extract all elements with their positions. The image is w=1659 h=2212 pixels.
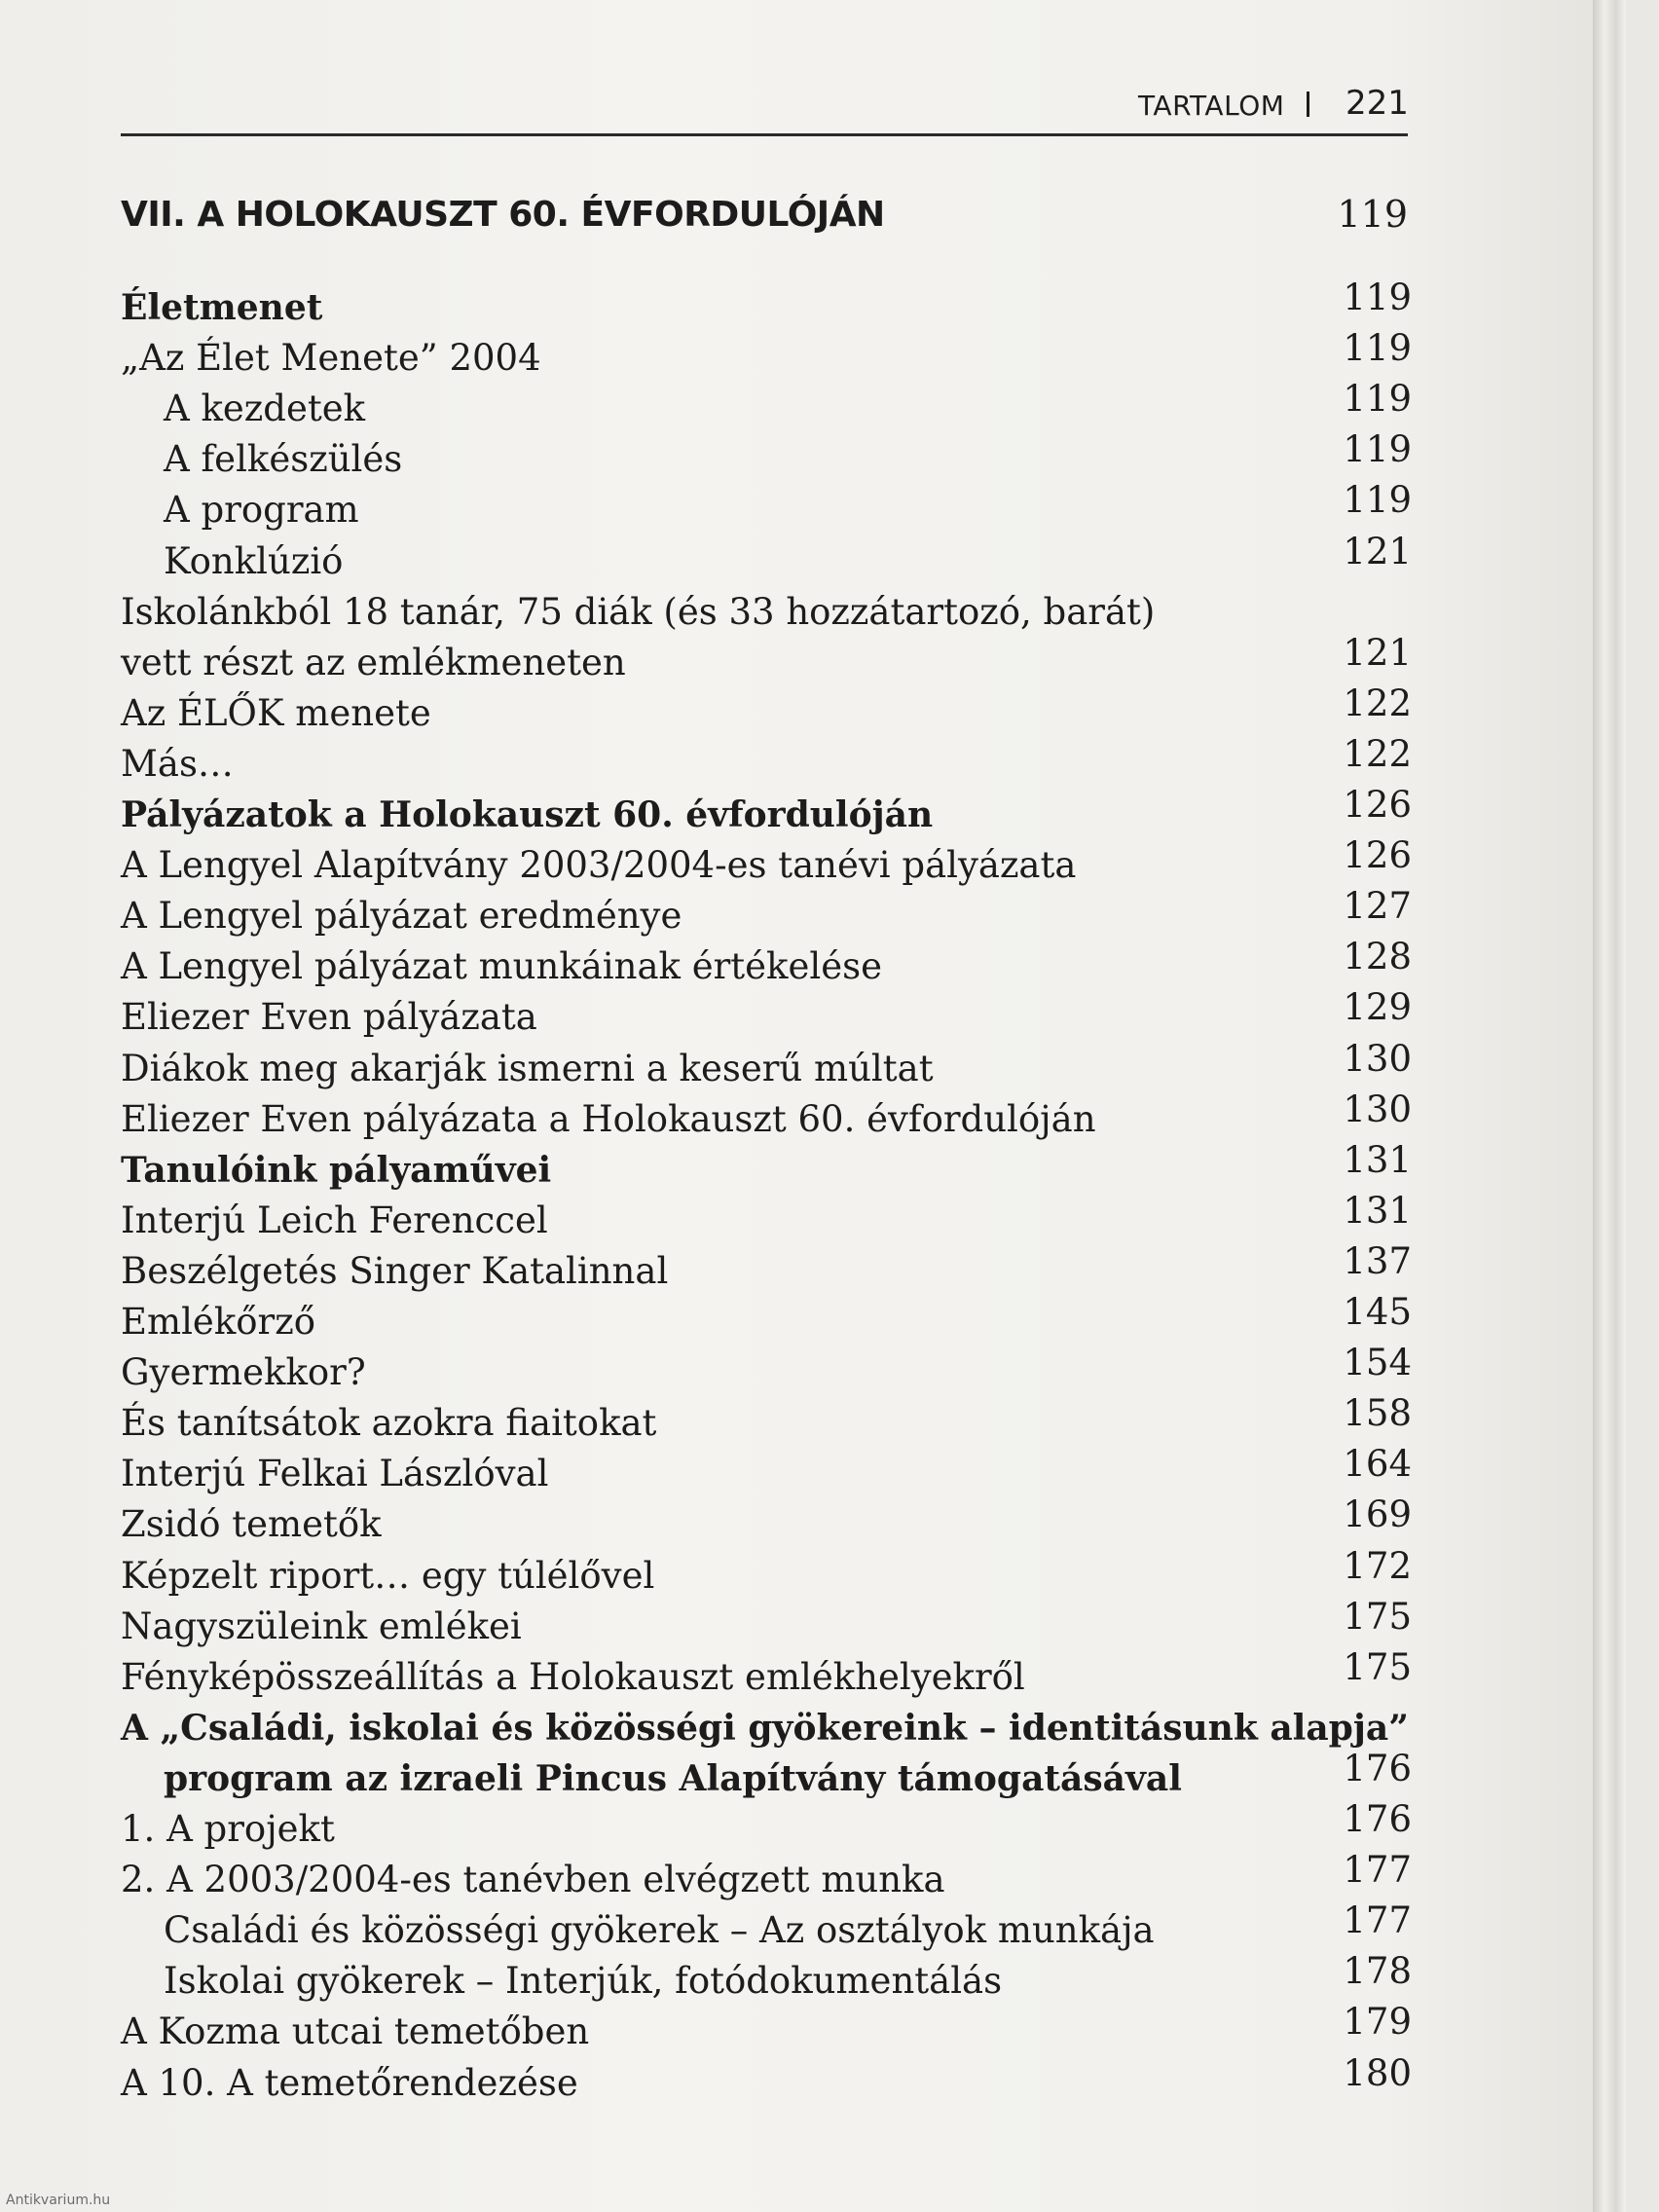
- toc-entry: [121, 1189, 1412, 1246]
- toc-entry: [121, 1849, 1412, 1905]
- toc-entry-page: 130: [1343, 1088, 1412, 1130]
- toc-entry-title: program az izraeli Pincus Alapítvány támogatásával: [164, 1757, 1182, 1799]
- toc-entry-title: Iskolánkból 18 tanár, 75 diák (és 33 hozzátartozó, barát): [121, 590, 1156, 633]
- toc-entry: [121, 276, 1412, 333]
- toc-entry-title: Gyermekkor?: [121, 1351, 366, 1394]
- toc-entry: [121, 428, 1412, 485]
- toc-entry: [121, 327, 1412, 384]
- toc-entry-title: 1. A projekt: [121, 1808, 335, 1850]
- toc-entry: [121, 1088, 1412, 1145]
- toc-entry: [121, 1392, 1412, 1449]
- toc-entry-title: Eliezer Even pályázata: [121, 996, 537, 1039]
- toc-entry: [121, 2051, 1412, 2109]
- toc-entry-title: A program: [164, 489, 359, 532]
- toc-entry: [121, 530, 1412, 587]
- toc-entry-page: 121: [1343, 631, 1412, 674]
- toc-entry-title: A felkészülés: [164, 438, 403, 481]
- toc-entry-page: 119: [1343, 276, 1412, 318]
- toc-entry: [121, 885, 1412, 941]
- chapter-title: VII. A HOLOKAUSZT 60. ÉVFORDULÓJÁN: [121, 195, 885, 235]
- toc-entry-title: Nagyszüleink emlékei: [121, 1604, 522, 1647]
- toc-entry: [121, 682, 1412, 739]
- toc-entry: [121, 1747, 1412, 1804]
- toc-entry-title: Diákok meg akarják ismerni a keserű múltat: [121, 1047, 934, 1089]
- toc-entry-title: Az ÉLŐK menete: [121, 691, 431, 734]
- chapter-page: 119: [1337, 193, 1408, 236]
- toc-entry-title: Zsidó temetők: [121, 1503, 382, 1546]
- toc-entry: [121, 1138, 1412, 1196]
- toc-entry-title: Családi és közösségi gyökerek – Az osztályok munkája: [164, 1909, 1155, 1952]
- toc-entry-title: Emlékőrző: [121, 1301, 315, 1343]
- toc-entry: [121, 1703, 1412, 1753]
- toc-entry-title: Beszélgetés Singer Katalinnal: [121, 1249, 669, 1292]
- toc-entry: [121, 1493, 1412, 1550]
- toc-entry: [121, 834, 1412, 891]
- toc-entry-title: „Az Élet Menete” 2004: [121, 337, 541, 380]
- toc-entry-title: Képzelt riport… egy túlélővel: [121, 1554, 655, 1597]
- toc-entry: [121, 1342, 1412, 1398]
- toc-entry: [121, 479, 1412, 535]
- toc-entry: [121, 1595, 1412, 1652]
- toc-entry-title: A „Családi, iskolai és közösségi gyökereink – identitásunk alapja”: [121, 1707, 1409, 1749]
- toc-entry-page: 177: [1343, 1849, 1412, 1892]
- header-section-title: TARTALOM: [1138, 90, 1285, 122]
- toc-entry-page: 126: [1343, 784, 1412, 826]
- toc-entry-page: 178: [1343, 1950, 1412, 1993]
- toc-entry-page: 169: [1343, 1493, 1412, 1536]
- toc-entry-page: 127: [1343, 885, 1412, 928]
- toc-entry-title: A Lengyel pályázat munkáinak értékelése: [121, 945, 882, 988]
- toc-entry: [121, 1291, 1412, 1347]
- toc-entry-page: 164: [1343, 1443, 1412, 1486]
- toc-entry-page: 175: [1343, 1595, 1412, 1638]
- toc-entry: [121, 1645, 1412, 1703]
- toc-entry: [121, 1037, 1412, 1094]
- toc-entry: [121, 1443, 1412, 1499]
- toc-entry-page: 137: [1343, 1239, 1412, 1282]
- toc-entry-page: 172: [1343, 1544, 1412, 1587]
- toc-entry-title: És tanítsátok azokra fiaitokat: [121, 1402, 657, 1445]
- toc-entry-page: 122: [1343, 732, 1412, 775]
- toc-entry: [121, 732, 1412, 790]
- toc-entry: [121, 378, 1412, 434]
- toc-entry: [121, 784, 1412, 840]
- toc-entry-title: A Lengyel pályázat eredménye: [121, 895, 682, 938]
- toc-entry-title: 2. A 2003/2004-es tanévben elvégzett munka: [121, 1859, 945, 1901]
- toc-entry-title: Fényképösszeállítás a Holokauszt emlékhelyekről: [121, 1655, 1025, 1698]
- toc-entry-page: 176: [1343, 1747, 1412, 1789]
- toc-entry: [121, 936, 1412, 992]
- toc-entry-page: 121: [1343, 530, 1412, 572]
- toc-entry-title: Konklúzió: [164, 539, 344, 582]
- toc-entry-page: 158: [1343, 1392, 1412, 1435]
- toc-entry: [121, 1798, 1412, 1855]
- toc-entry-page: 119: [1343, 479, 1412, 522]
- toc-entry-page: 128: [1343, 936, 1412, 978]
- toc-entry: [121, 631, 1412, 688]
- toc-entry-page: 180: [1343, 2051, 1412, 2094]
- toc-entry: [121, 2001, 1412, 2057]
- toc-entry-page: 179: [1343, 2001, 1412, 2044]
- toc-entry-title: Interjú Felkai Lászlóval: [121, 1453, 549, 1495]
- toc-entry-title: Tanulóink pályaművei: [121, 1149, 552, 1191]
- toc-entry: [121, 1544, 1412, 1602]
- toc-entry-page: 119: [1343, 327, 1412, 370]
- toc-entry-page: 129: [1343, 986, 1412, 1029]
- toc-entry-title: Interjú Leich Ferenccel: [121, 1198, 548, 1241]
- toc-entry: [121, 986, 1412, 1043]
- toc-entry-title: vett részt az emlékmeneten: [121, 641, 626, 683]
- header-page-number: 221: [1346, 84, 1409, 123]
- toc-entry-page: 130: [1343, 1037, 1412, 1080]
- toc-entry-title: A kezdetek: [164, 387, 366, 430]
- toc-entry-page: 131: [1343, 1138, 1412, 1181]
- toc-entry: [121, 1899, 1412, 1956]
- toc-entry-page: 176: [1343, 1798, 1412, 1840]
- toc-entry-page: 131: [1343, 1189, 1412, 1232]
- toc-entry-page: 145: [1343, 1291, 1412, 1333]
- toc-entry-title: A Kozma utcai temetőben: [121, 2010, 590, 2053]
- toc-entry-page: 119: [1343, 378, 1412, 421]
- toc-entry: [121, 587, 1412, 638]
- toc-entry-title: Pályázatok a Holokauszt 60. évfordulóján: [121, 794, 934, 835]
- watermark: Antikvarium.hu: [6, 2193, 111, 2208]
- toc-entry-page: 154: [1343, 1342, 1412, 1384]
- toc-entry-title: A Lengyel Alapítvány 2003/2004-es tanévi pályázata: [121, 844, 1077, 887]
- toc-entry-page: 119: [1343, 428, 1412, 471]
- toc-entry-title: Más…: [121, 742, 234, 785]
- toc-entry: [121, 1950, 1412, 2007]
- toc-entry-page: 175: [1343, 1645, 1412, 1688]
- toc-entry-page: 177: [1343, 1899, 1412, 1942]
- toc-entry-title: Életmenet: [121, 287, 323, 328]
- toc-entry-page: 122: [1343, 682, 1412, 724]
- toc-entry-title: A 10. A temetőrendezése: [121, 2061, 578, 2104]
- toc-entry: [121, 1239, 1412, 1297]
- toc-entry-page: 126: [1343, 834, 1412, 877]
- toc-entry-title: Iskolai gyökerek – Interjúk, fotódokumentálás: [164, 1960, 1003, 2003]
- toc-entry-title: Eliezer Even pályázata a Holokauszt 60. évfordulóján: [121, 1097, 1096, 1140]
